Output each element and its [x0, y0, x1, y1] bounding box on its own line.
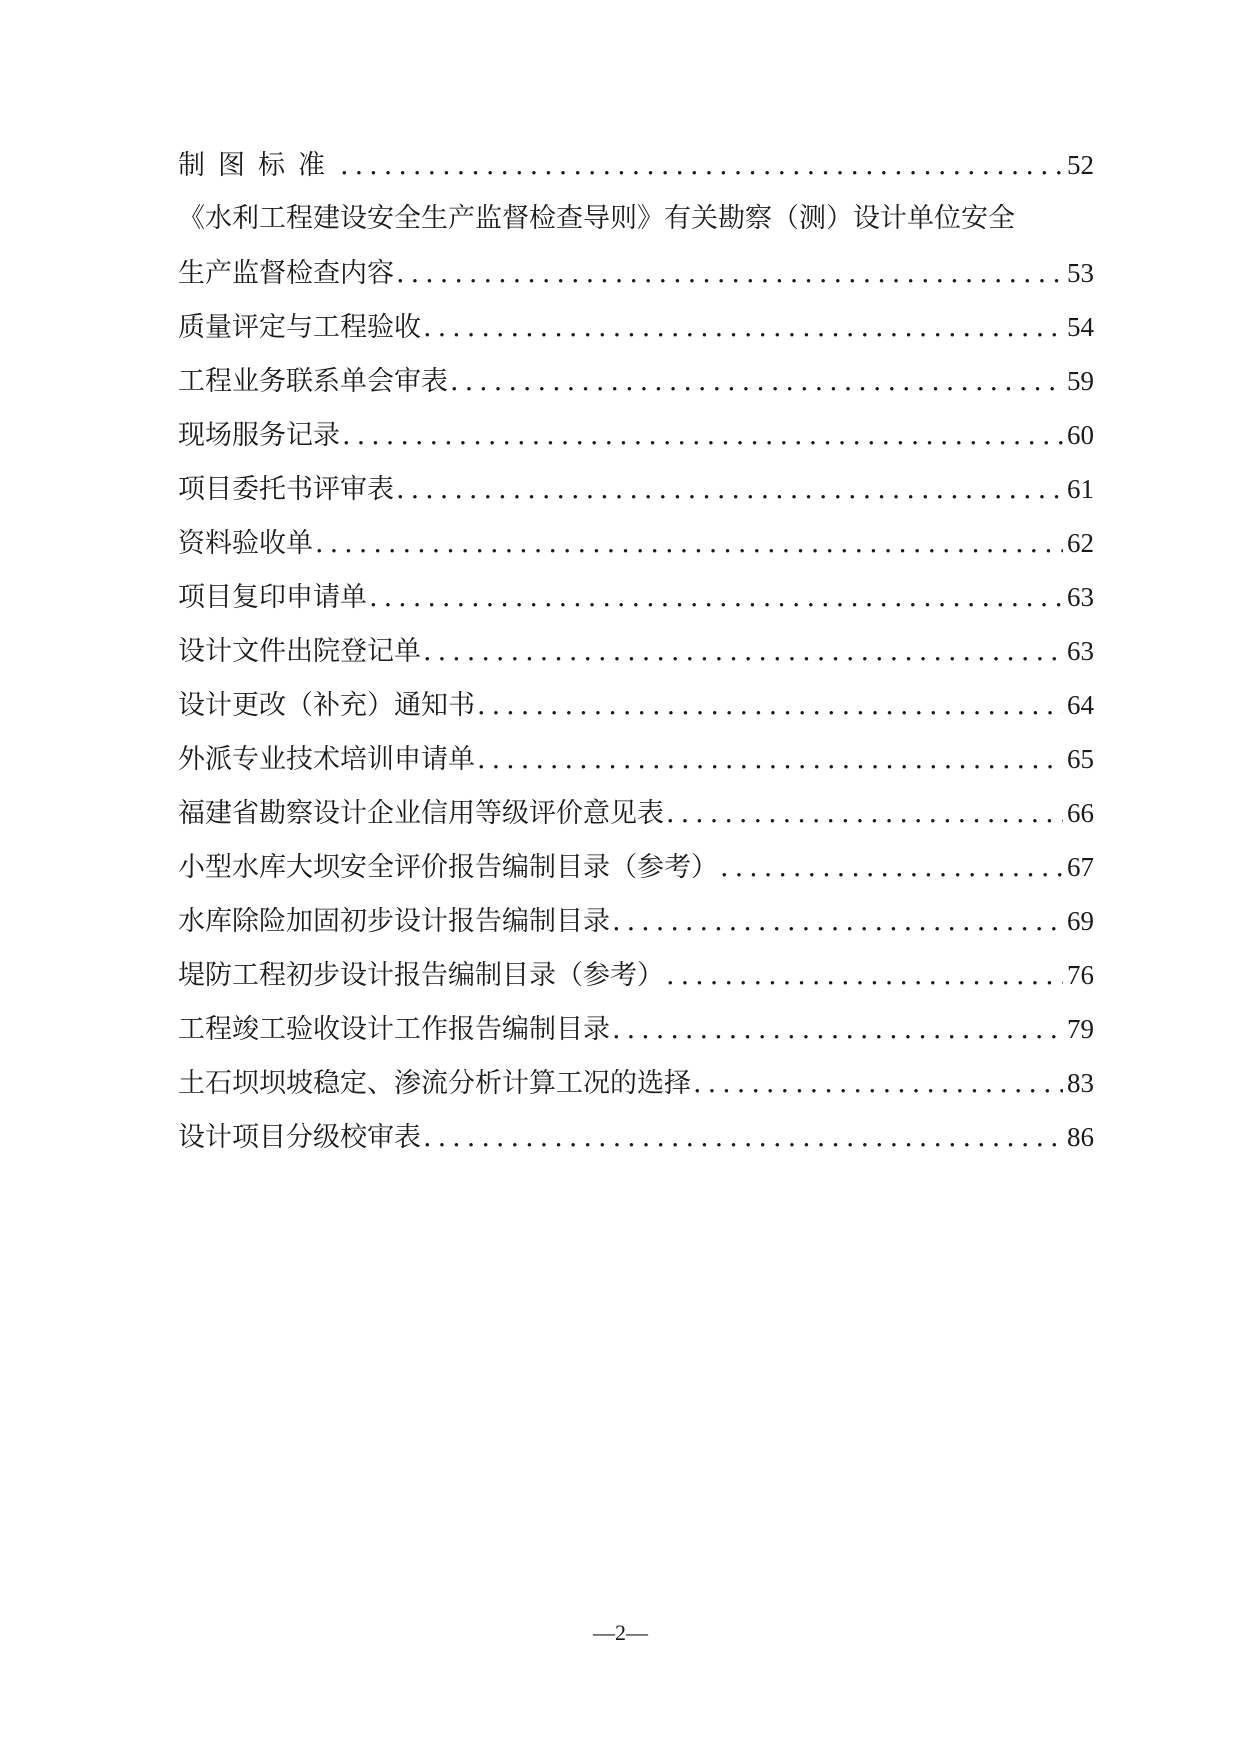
toc-entry[interactable]: [178, 138, 1094, 192]
toc-entry[interactable]: [178, 1002, 1094, 1056]
toc-dot-leader: [720, 841, 1063, 895]
toc-entry-page: 83: [1067, 1068, 1094, 1098]
toc-entry[interactable]: [178, 570, 1094, 624]
toc-entry-page: 59: [1067, 366, 1094, 396]
toc-entry-page: 66: [1067, 798, 1094, 828]
toc-entry-title: 设计项目分级校审表: [178, 1122, 421, 1153]
toc-entry[interactable]: [178, 678, 1094, 732]
toc-entry-page: 63: [1067, 636, 1094, 666]
toc-entry[interactable]: [178, 732, 1094, 786]
toc-entry[interactable]: [178, 354, 1094, 408]
toc-entry-page: 61: [1067, 474, 1094, 504]
toc-entry-page: 67: [1067, 852, 1094, 882]
toc-entry-page: 76: [1067, 960, 1094, 990]
toc-entry-page: 62: [1067, 528, 1094, 558]
toc-entry-page: 64: [1067, 690, 1094, 720]
toc-dot-leader: [612, 895, 1063, 949]
toc-dot-leader: [315, 517, 1063, 571]
toc-dot-leader: [340, 139, 1063, 193]
toc-entry[interactable]: [178, 516, 1094, 570]
toc-entry-title: 资料验收单: [178, 528, 313, 559]
toc-dot-leader: [693, 1057, 1063, 1111]
toc-entry-title: 水库除险加固初步设计报告编制目录: [178, 906, 610, 937]
toc-dot-leader: [666, 949, 1063, 1003]
toc-entry-wrapped-first-line[interactable]: [178, 192, 1094, 246]
toc-entry[interactable]: [178, 1056, 1094, 1110]
toc-entry-title: 堤防工程初步设计报告编制目录（参考）: [178, 960, 664, 991]
toc-entry-title: 质量评定与工程验收: [178, 312, 421, 343]
toc-entry[interactable]: [178, 462, 1094, 516]
toc-entry-page: 52: [1067, 150, 1094, 180]
toc-entry-page: 53: [1067, 258, 1094, 288]
table-of-contents: [178, 138, 1094, 1164]
toc-entry-title: 项目复印申请单: [178, 582, 367, 613]
toc-entry-title: 设计文件出院登记单: [178, 636, 421, 667]
toc-entry-title: 福建省勘察设计企业信用等级评价意见表: [178, 798, 664, 829]
toc-entry-title: 设计更改（补充）通知书: [178, 690, 475, 721]
toc-entry-title: 制图标准: [178, 150, 338, 181]
toc-entry[interactable]: [178, 840, 1094, 894]
toc-entry-page: 65: [1067, 744, 1094, 774]
toc-dot-leader: [342, 409, 1063, 463]
toc-entry[interactable]: [178, 408, 1094, 462]
toc-entry-page: 79: [1067, 1014, 1094, 1044]
toc-dot-leader: [396, 247, 1063, 301]
toc-dot-leader: [423, 301, 1063, 355]
toc-entry[interactable]: [178, 1110, 1094, 1164]
toc-entry[interactable]: [178, 300, 1094, 354]
toc-dot-leader: [396, 463, 1063, 517]
toc-entry[interactable]: [178, 894, 1094, 948]
toc-dot-leader: [666, 787, 1063, 841]
toc-dot-leader: [477, 733, 1063, 787]
toc-entry-title: 小型水库大坝安全评价报告编制目录（参考）: [178, 852, 718, 883]
toc-entry-page: 63: [1067, 582, 1094, 612]
toc-entry[interactable]: [178, 246, 1094, 300]
toc-dot-leader: [612, 1003, 1063, 1057]
toc-entry-title: 外派专业技术培训申请单: [178, 744, 475, 775]
toc-entry[interactable]: [178, 948, 1094, 1002]
toc-entry-page: 54: [1067, 312, 1094, 342]
toc-entry[interactable]: [178, 786, 1094, 840]
toc-dot-leader: [450, 355, 1063, 409]
toc-entry-title: 工程业务联系单会审表: [178, 366, 448, 397]
page-number-footer: —2—: [593, 1620, 648, 1645]
toc-entry-page: 86: [1067, 1122, 1094, 1152]
toc-dot-leader: [369, 571, 1063, 625]
toc-dot-leader: [477, 679, 1063, 733]
toc-dot-leader: [423, 1111, 1063, 1165]
toc-dot-leader: [423, 625, 1063, 679]
toc-entry-title: 工程竣工验收设计工作报告编制目录: [178, 1014, 610, 1045]
toc-entry-title: 土石坝坝坡稳定、渗流分析计算工况的选择: [178, 1068, 691, 1099]
toc-entry-page: 69: [1067, 906, 1094, 936]
toc-entry-title: 项目委托书评审表: [178, 474, 394, 505]
toc-entry-title: 现场服务记录: [178, 420, 340, 451]
toc-entry[interactable]: [178, 624, 1094, 678]
toc-entry-page: 60: [1067, 420, 1094, 450]
toc-entry-title-continuation: 生产监督检查内容: [178, 258, 394, 289]
toc-entry-title: 《水利工程建设安全生产监督检查导则》有关勘察（测）设计单位安全: [178, 203, 1015, 234]
